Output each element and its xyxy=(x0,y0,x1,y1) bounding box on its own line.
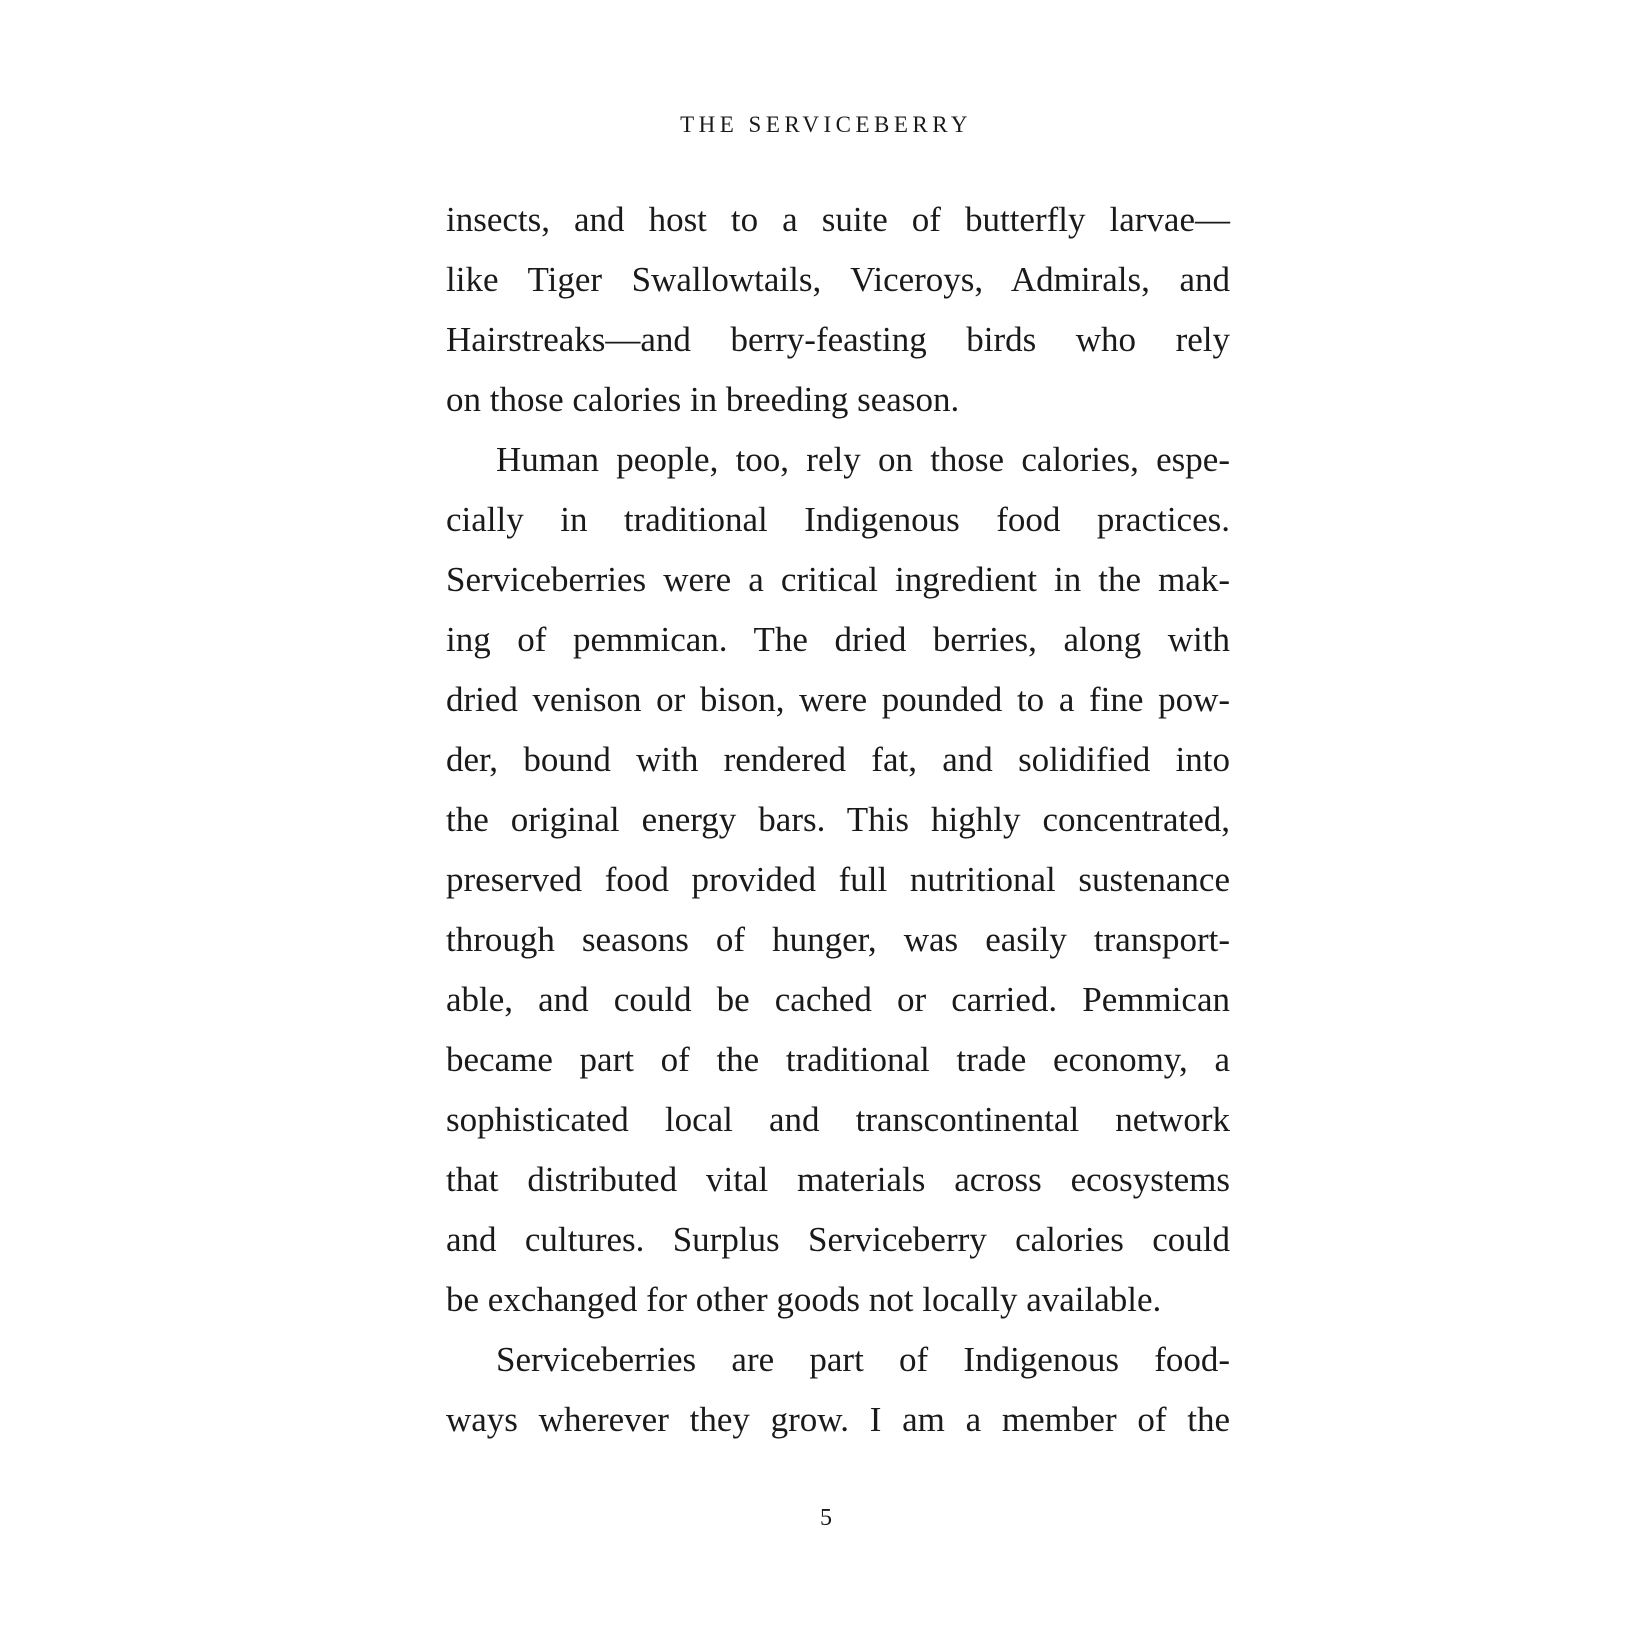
text-line: able, and could be cached or carried. Pemmican xyxy=(446,980,1230,1019)
text-line: and cultures. Surplus Serviceberry calories could xyxy=(446,1220,1230,1259)
text-line: like Tiger Swallowtails, Viceroys, Admirals, and xyxy=(446,260,1230,299)
text-line: der, bound with rendered fat, and solidified into xyxy=(446,740,1230,779)
text-line: Hairstreaks—and berry-feasting birds who rely xyxy=(446,320,1230,359)
text-line: the original energy bars. This highly concentrated, xyxy=(446,800,1230,839)
text-line: Serviceberries were a critical ingredient in the mak- xyxy=(446,560,1230,599)
text-line: through seasons of hunger, was easily transport- xyxy=(446,920,1230,959)
text-line: that distributed vital materials across ecosystems xyxy=(446,1160,1230,1199)
text-line: dried venison or bison, were pounded to a fine pow- xyxy=(446,680,1230,719)
text-line: sophisticated local and transcontinental network xyxy=(446,1100,1230,1139)
running-head: THE SERVICEBERRY xyxy=(680,112,972,137)
page-number: 5 xyxy=(820,1505,832,1531)
body-text xyxy=(446,190,1230,1450)
text-line: Human people, too, rely on those calories, espe- xyxy=(496,440,1230,479)
text-line: Serviceberries are part of Indigenous food- xyxy=(496,1340,1230,1379)
text-line: ways wherever they grow. I am a member of the xyxy=(446,1400,1230,1439)
text-line: insects, and host to a suite of butterfly larvae— xyxy=(446,200,1230,239)
text-line: on those calories in breeding season. xyxy=(446,380,960,419)
text-line: became part of the traditional trade economy, a xyxy=(446,1040,1230,1079)
text-line: be exchanged for other goods not locally available. xyxy=(446,1280,1162,1319)
text-line: cially in traditional Indigenous food practices. xyxy=(446,500,1230,539)
text-line: preserved food provided full nutritional sustenance xyxy=(446,860,1230,899)
text-line: ing of pemmican. The dried berries, along with xyxy=(446,620,1230,659)
